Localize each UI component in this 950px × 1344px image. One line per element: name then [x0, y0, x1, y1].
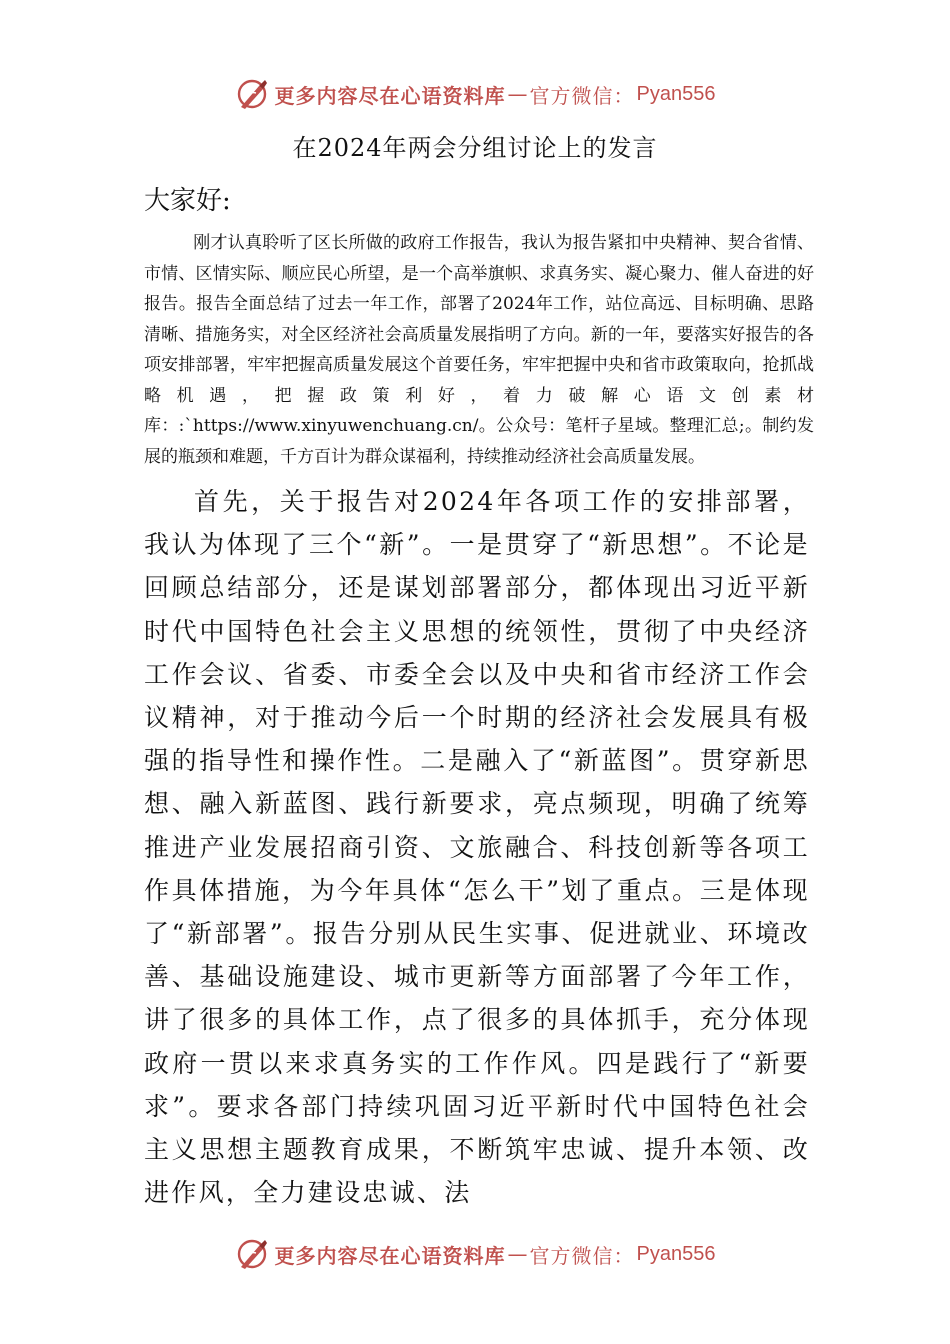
footer-watermark: [0, 1234, 950, 1274]
watermark-brand-text: 更多内容尽在心语资料库: [274, 83, 506, 108]
pen-logo-icon: [235, 1237, 269, 1271]
watermark-dash: —: [507, 1242, 528, 1266]
header-watermark: [0, 74, 950, 114]
intro-paragraph: 刚才认真聆听了区长所做的政府工作报告，我认为报告紧扣中央精神、契合省情、市情、区情实际、顺应民心所望，是一个高举旗帜、求真务实、凝心聚力、催人奋进的好报告。报告全面总结了过去一年工作，部署了2024年工作，站位高远、目标明确、思路清晰、措施务实，对全区经济社会高质量发展指明了方向。新的一年，要落实好报告的各项安排部署，牢牢把握高质量发展这个首要任务，牢牢把握中央和省市政策取向，抢抓战略机遇，把握政策利好，着力破解心语文创素材库：:`https://www.xinyuwenchuang.cn/。公众号：笔杆子星域。整理汇总;。制约发展的瓶颈和难题，千方百计为群众谋福利，持续推动经济社会高质量发展。: [144, 233, 814, 467]
main-paragraph: 首先，关于报告对2024年各项工作的安排部署，我认为体现了三个“新”。一是贯穿了“新思想”。不论是回顾总结部分，还是谋划部署部分，都体现出习近平新时代中国特色社会主义思想的统领性，贯彻了中央经济工作会议、省委、市委全会以及中央和省市经济工作会议精神，对于推动今后一个时期的经济社会发展具有极强的指导性和操作性。二是融入了“新蓝图”。贯穿新思想、融入新蓝图、践行新要求，亮点频现，明确了统筹推进产业发展招商引资、文旅融合、科技创新等各项工作具体措施，为今年具体“怎么干”划了重点。三是体现了“新部署”。报告分别从民生实事、促进就业、环境改善、基础设施建设、城市更新等方面部署了今年工作，讲了很多的具体工作，点了很多的具体抓手，充分体现政府一贯以来求真务实的工作作风。四是践行了“新要求”。要求各部门持续巩固习近平新时代中国特色社会主义思想主题教育成果，不断筑牢忠诚、提升本领、改进作风，全力建设忠诚、法: [144, 487, 810, 1208]
watermark-brand-text: 更多内容尽在心语资料库: [274, 1243, 506, 1268]
watermark-wechat-label: 官方微信：: [529, 83, 635, 108]
watermark-wechat-label: 官方微信：: [529, 1243, 635, 1268]
watermark-dash: —: [507, 82, 528, 106]
document-title: 在2024年两会分组讨论上的发言: [292, 134, 658, 162]
greeting: 大家好:: [144, 186, 231, 216]
watermark-wechat-id: Pyan556: [636, 1242, 716, 1265]
pen-logo-icon: [235, 77, 269, 111]
watermark-wechat-id: Pyan556: [636, 82, 716, 105]
